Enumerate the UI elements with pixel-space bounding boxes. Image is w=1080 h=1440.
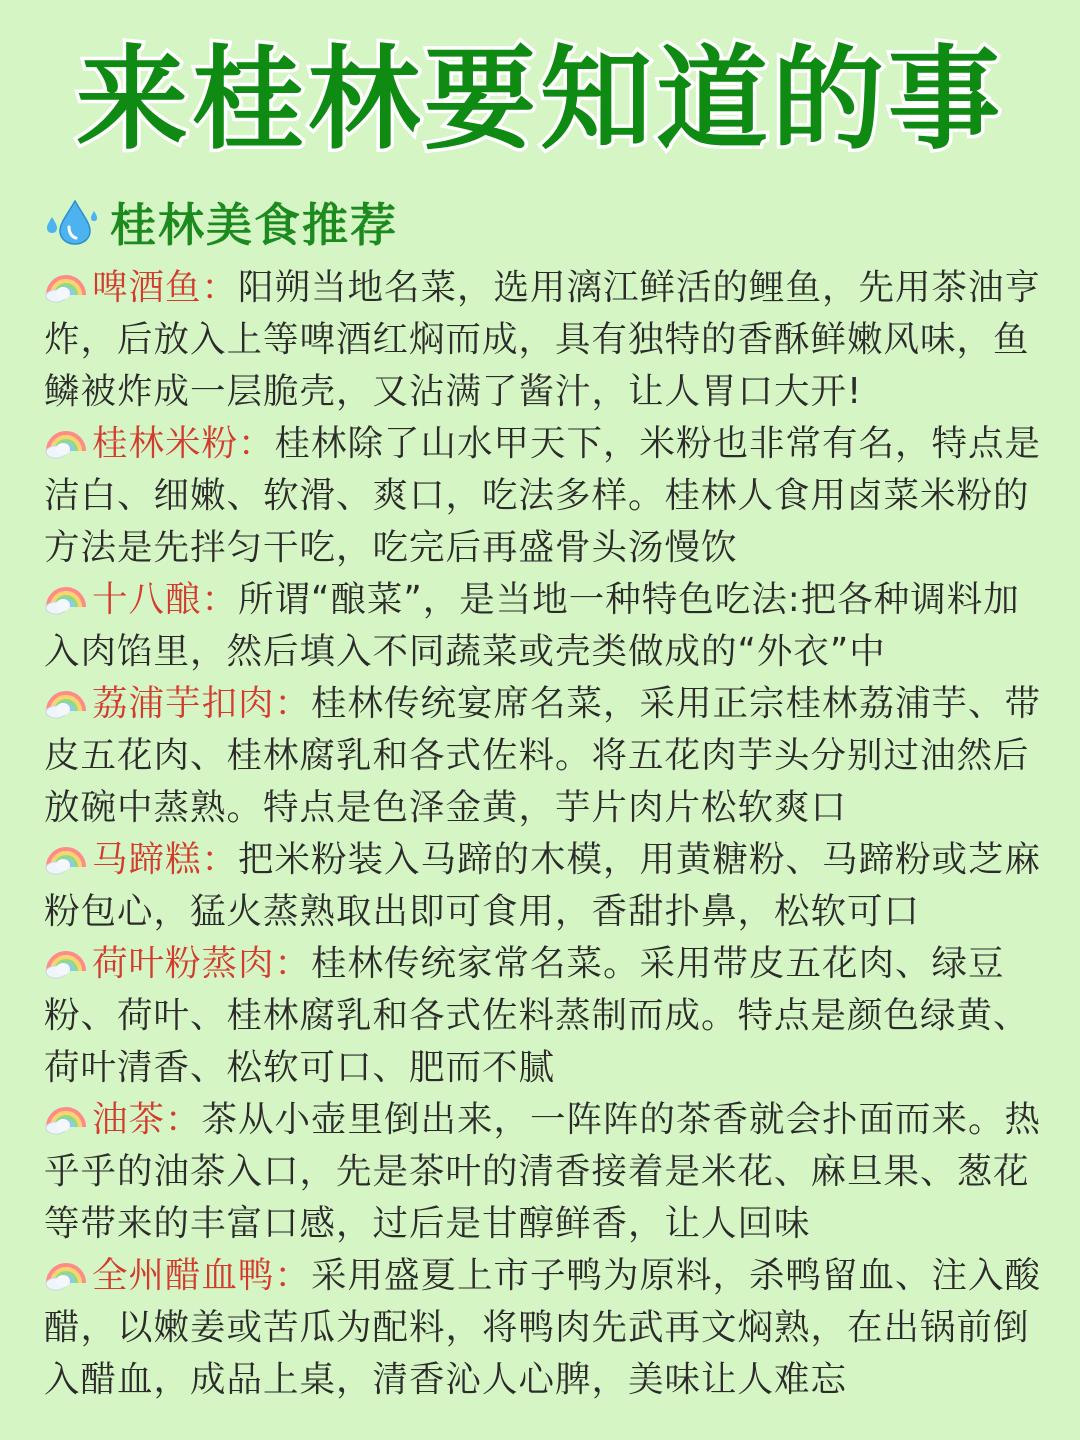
food-item (44, 678, 1044, 834)
rainbow-cloud-icon (44, 425, 90, 459)
food-item (44, 262, 1044, 418)
food-description: 桂林传统宴席名菜，采用正宗桂林荔浦芋、带皮五花肉、桂林腐乳和各式佐料。将五花肉芋头分别过油然后放碗中蒸熟。特点是色泽金黄，芋片肉片松软爽口 (44, 683, 1042, 828)
food-item (44, 418, 1044, 574)
food-description: 阳朔当地名菜，选用漓江鲜活的鲤鱼，先用茶油亨炸，后放入上等啤酒红焖而成，具有独特的香酥鲜嫩风味，鱼鳞被炸成一层脆壳，又沾满了酱汁，让人胃口大开! (44, 267, 1042, 412)
food-name: 桂林米粉： (92, 423, 275, 464)
food-name: 荔浦芋扣肉： (92, 683, 312, 724)
rainbow-cloud-icon (44, 269, 90, 303)
food-name: 啤酒鱼： (92, 267, 239, 308)
food-name: 马蹄糕： (92, 839, 239, 880)
page-title: 来桂林要知道的事 (76, 35, 1004, 165)
food-item (44, 938, 1044, 1094)
food-name: 荷叶粉蒸肉： (92, 943, 312, 984)
food-description: 茶从小壶里倒出来，一阵阵的茶香就会扑面而来。热乎乎的油茶入口，先是茶叶的清香接着是米花、麻旦果、葱花等带来的丰富口感，过后是甘醇鲜香，让人回味 (44, 1099, 1042, 1244)
food-description: 所谓“酿菜”，是当地一种特色吃法:把各种调料加入肉馅里，然后填入不同蔬菜或壳类做成的“外衣”中 (44, 579, 1020, 672)
section-header (42, 190, 398, 254)
food-name: 十八酿： (92, 579, 239, 620)
food-item (44, 574, 1044, 678)
food-list (44, 262, 1044, 1406)
food-item (44, 834, 1044, 938)
rainbow-cloud-icon (44, 1257, 90, 1291)
rainbow-cloud-icon (44, 581, 90, 615)
food-description: 采用盛夏上市子鸭为原料，杀鸭留血、注入酸醋，以嫩姜或苦瓜为配料，将鸭肉先武再文焖熟，在出锅前倒入醋血，成品上桌，清香沁人心脾，美味让人难忘 (44, 1255, 1042, 1400)
rainbow-cloud-icon (44, 685, 90, 719)
food-description: 桂林除了山水甲天下，米粉也非常有名，特点是洁白、细嫩、软滑、爽口，吃法多样。桂林人食用卤菜米粉的方法是先拌匀干吃，吃完后再盛骨头汤慢饮 (44, 423, 1042, 568)
food-description: 把米粉装入马蹄的木模，用黄糖粉、马蹄粉或芝麻粉包心，猛火蒸熟取出即可食用，香甜扑鼻，松软可口 (44, 839, 1042, 932)
food-name: 油茶： (92, 1099, 202, 1140)
food-item (44, 1250, 1044, 1406)
food-item (44, 1094, 1044, 1250)
food-description: 桂林传统家常名菜。采用带皮五花肉、绿豆粉、荷叶、桂林腐乳和各式佐料蒸制而成。特点是颜色绿黄、荷叶清香、松软可口、肥而不腻 (44, 943, 1030, 1088)
rainbow-cloud-icon (44, 841, 90, 875)
section-title: 桂林美食推荐 (110, 198, 398, 252)
food-name: 全州醋血鸭： (92, 1255, 312, 1296)
rainbow-cloud-icon (44, 945, 90, 979)
droplets-icon (42, 197, 100, 247)
rainbow-cloud-icon (44, 1101, 90, 1135)
